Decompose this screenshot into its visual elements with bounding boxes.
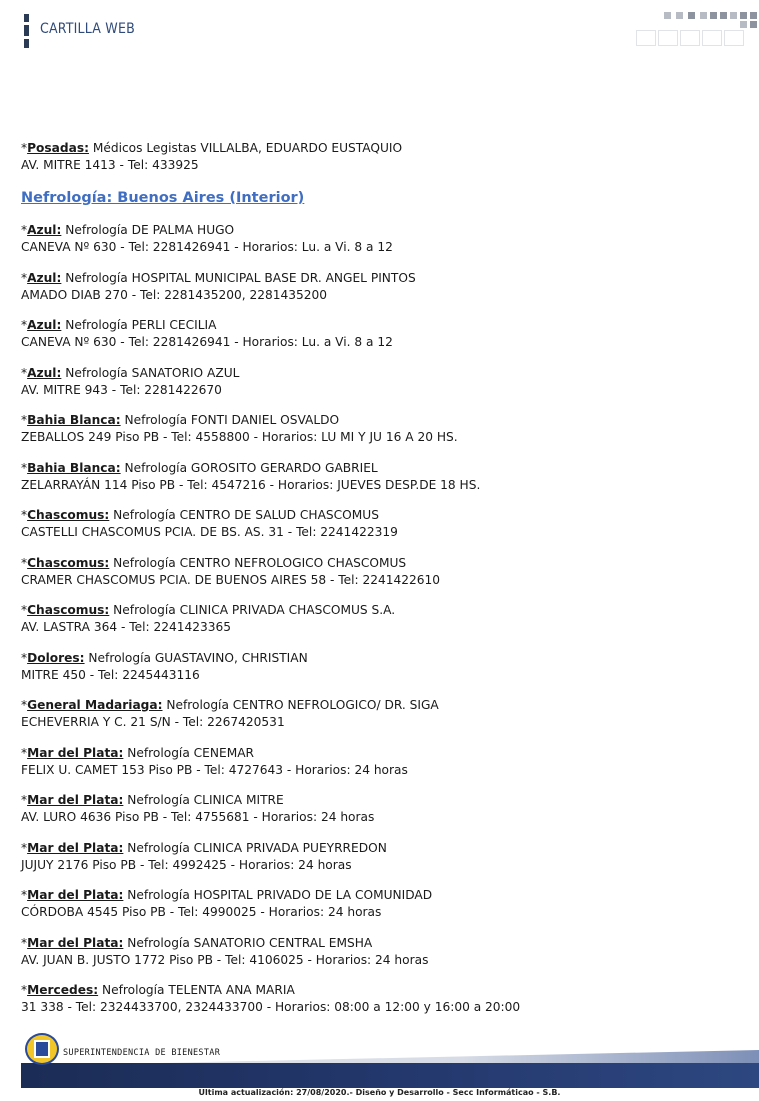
list-item: *Chascomus: Nefrología CENTRO DE SALUD CHASCOMUS CASTELLI CHASCOMUS PCIA. DE BS. AS. 31 - Tel: 2241422319 bbox=[21, 507, 741, 541]
entry-city: Dolores: bbox=[27, 650, 85, 665]
list-item: *Posadas: Médicos Legistas VILLALBA, EDUARDO EUSTAQUIO AV. MITRE 1413 - Tel: 433925 bbox=[21, 140, 741, 174]
list-item: *Chascomus: Nefrología CLINICA PRIVADA CHASCOMUS S.A. AV. LASTRA 364 - Tel: 2241423365 bbox=[21, 602, 741, 636]
entry-address: CANEVA Nº 630 - Tel: 2281426941 - Horarios: Lu. a Vi. 8 a 12 bbox=[21, 240, 393, 254]
footer-band bbox=[21, 1063, 759, 1088]
footer-update-note: Ultima actualización: 27/08/2020.- Diseño y Desarrollo - Secc Informáticao - S.B. bbox=[198, 1088, 561, 1097]
entry-name: Nefrología GOROSITO GERARDO GABRIEL bbox=[124, 460, 378, 475]
entry-city: Mercedes: bbox=[27, 983, 99, 997]
entry-address: ZEBALLOS 249 Piso PB - Tel: 4558800 - Horarios: LU MI Y JU 16 A 20 HS. bbox=[21, 430, 458, 444]
entry-city: Bahia Blanca: bbox=[27, 460, 121, 475]
entry-address: AV. MITRE 943 - Tel: 2281422670 bbox=[21, 382, 222, 397]
entry-name: Nefrología CLINICA MITRE bbox=[127, 793, 284, 807]
entry-address: AV. LURO 4636 Piso PB - Tel: 4755681 - Horarios: 24 horas bbox=[21, 810, 375, 824]
entry-name: Nefrología HOSPITAL PRIVADO DE LA COMUNIDAD bbox=[127, 888, 433, 902]
list-item: *Chascomus: Nefrología CENTRO NEFROLOGICO CHASCOMUS CRAMER CHASCOMUS PCIA. DE BUENOS AIRES 58 - Tel: 2241422610 bbox=[21, 555, 741, 589]
entry-address: AV. LASTRA 364 - Tel: 2241423365 bbox=[21, 620, 232, 634]
shield-logo-icon bbox=[25, 1033, 59, 1065]
entry-address: FELIX U. CAMET 153 Piso PB - Tel: 4727643 - Horarios: 24 horas bbox=[21, 762, 408, 777]
entry-city: Azul: bbox=[27, 365, 62, 380]
list-item: *Azul: Nefrología DE PALMA HUGO CANEVA Nº 630 - Tel: 2281426941 - Horarios: Lu. a Vi. 8 a 12 bbox=[21, 222, 741, 256]
entry-name: Nefrología HOSPITAL MUNICIPAL BASE DR. ANGEL PINTOS bbox=[65, 270, 416, 285]
list-item: *Mar del Plata: Nefrología HOSPITAL PRIVADO DE LA COMUNIDAD CÓRDOBA 4545 Piso PB - Tel: 4990025 - Horarios: 24 horas bbox=[21, 887, 741, 921]
entry-address: AV. JUAN B. JUSTO 1772 Piso PB - Tel: 4106025 - Horarios: 24 horas bbox=[21, 952, 429, 967]
entry-city: Azul: bbox=[27, 223, 62, 237]
list-item: *Mercedes: Nefrología TELENTA ANA MARIA 31 338 - Tel: 2324433700, 2324433700 - Horarios: 08:00 a 12:00 y 16:00 a 20:00 bbox=[21, 982, 741, 1016]
entry-city: Mar del Plata: bbox=[27, 935, 124, 950]
entry-address: ECHEVERRIA Y C. 21 S/N - Tel: 2267420531 bbox=[21, 715, 285, 729]
entry-name: Nefrología TELENTA ANA MARIA bbox=[101, 983, 295, 997]
header-squares-decoration bbox=[634, 10, 759, 48]
entry-name: Nefrología CENEMAR bbox=[127, 745, 255, 760]
entry-address: ZELARRAYÁN 114 Piso PB - Tel: 4547216 - Horarios: JUEVES DESP.DE 18 HS. bbox=[21, 477, 481, 492]
list-item: *Bahia Blanca: Nefrología GOROSITO GERARDO GABRIEL ZELARRAYÁN 114 Piso PB - Tel: 4547216 - Horarios: JUEVES DESP.DE 18 HS. bbox=[21, 460, 741, 494]
entry-name: Nefrología SANATORIO CENTRAL EMSHA bbox=[127, 935, 373, 950]
entry-city: Chascomus: bbox=[27, 508, 110, 522]
entry-name: Médicos Legistas VILLALBA, EDUARDO EUSTAQUIO bbox=[92, 141, 403, 155]
list-item: *Azul: Nefrología SANATORIO AZUL AV. MITRE 943 - Tel: 2281422670 bbox=[21, 365, 741, 399]
entry-name: Nefrología PERLI CECILIA bbox=[65, 318, 217, 332]
entry-name: Nefrología CENTRO NEFROLOGICO/ DR. SIGA bbox=[166, 698, 439, 712]
header-title: CARTILLA WEB bbox=[40, 21, 135, 37]
footer-org-name: SUPERINTENDENCIA DE BIENESTAR bbox=[63, 1048, 221, 1058]
section-title[interactable]: Nefrología: Buenos Aires (Interior) bbox=[21, 190, 305, 206]
list-item: *General Madariaga: Nefrología CENTRO NEFROLOGICO/ DR. SIGA ECHEVERRIA Y C. 21 S/N - Tel: 2267420531 bbox=[21, 697, 741, 731]
page-footer bbox=[21, 1030, 759, 1088]
entry-city: General Madariaga: bbox=[27, 698, 163, 712]
entry-city: Mar del Plata: bbox=[27, 793, 124, 807]
list-item: *Mar del Plata: Nefrología CLINICA MITRE AV. LURO 4636 Piso PB - Tel: 4755681 - Horarios: 24 horas bbox=[21, 792, 741, 826]
list-item: *Mar del Plata: Nefrología CLINICA PRIVADA PUEYRREDON JUJUY 2176 Piso PB - Tel: 4992425 - Horarios: 24 horas bbox=[21, 840, 741, 874]
list-item: *Azul: Nefrología PERLI CECILIA CANEVA Nº 630 - Tel: 2281426941 - Horarios: Lu. a Vi. 8 a 12 bbox=[21, 317, 741, 351]
entry-name: Nefrología FONTI DANIEL OSVALDO bbox=[124, 413, 340, 427]
entry-address: 31 338 - Tel: 2324433700, 2324433700 - Horarios: 08:00 a 12:00 y 16:00 a 20:00 bbox=[21, 1000, 521, 1014]
entry-address: AMADO DIAB 270 - Tel: 2281435200, 2281435200 bbox=[21, 287, 328, 302]
entry-name: Nefrología CLINICA PRIVADA PUEYRREDON bbox=[127, 840, 387, 855]
entry-address: CRAMER CHASCOMUS PCIA. DE BUENOS AIRES 58 - Tel: 2241422610 bbox=[21, 572, 441, 587]
entry-city: Chascomus: bbox=[27, 603, 110, 617]
entry-city: Azul: bbox=[27, 318, 62, 332]
page-header bbox=[0, 0, 759, 62]
entry-name: Nefrología GUASTAVINO, CHRISTIAN bbox=[88, 650, 308, 665]
entry-name: Nefrología CENTRO NEFROLOGICO CHASCOMUS bbox=[113, 555, 407, 570]
entry-address: CASTELLI CHASCOMUS PCIA. DE BS. AS. 31 - Tel: 2241422319 bbox=[21, 525, 398, 539]
entry-address: AV. MITRE 1413 - Tel: 433925 bbox=[21, 158, 199, 172]
entry-city: Posadas: bbox=[27, 141, 89, 155]
entry-address: JUJUY 2176 Piso PB - Tel: 4992425 - Horarios: 24 horas bbox=[21, 857, 352, 872]
entry-name: Nefrología DE PALMA HUGO bbox=[65, 223, 235, 237]
entry-name: Nefrología CENTRO DE SALUD CHASCOMUS bbox=[113, 508, 379, 522]
entry-name: Nefrología CLINICA PRIVADA CHASCOMUS S.A. bbox=[113, 603, 396, 617]
entry-city: Mar del Plata: bbox=[27, 745, 124, 760]
list-item: *Mar del Plata: Nefrología CENEMAR FELIX U. CAMET 153 Piso PB - Tel: 4727643 - Horarios: 24 horas bbox=[21, 745, 741, 779]
entry-city: Bahia Blanca: bbox=[27, 413, 121, 427]
directory-content bbox=[21, 140, 741, 1030]
entry-city: Mar del Plata: bbox=[27, 840, 124, 855]
list-item: *Mar del Plata: Nefrología SANATORIO CENTRAL EMSHA AV. JUAN B. JUSTO 1772 Piso PB - Tel: 4106025 - Horarios: 24 horas bbox=[21, 935, 741, 969]
list-item: *Azul: Nefrología HOSPITAL MUNICIPAL BASE DR. ANGEL PINTOS AMADO DIAB 270 - Tel: 2281435200, 2281435200 bbox=[21, 270, 741, 304]
entry-address: CANEVA Nº 630 - Tel: 2281426941 - Horarios: Lu. a Vi. 8 a 12 bbox=[21, 335, 393, 349]
entry-address: CÓRDOBA 4545 Piso PB - Tel: 4990025 - Horarios: 24 horas bbox=[21, 905, 382, 919]
entry-list bbox=[21, 222, 741, 1016]
entry-city: Azul: bbox=[27, 270, 62, 285]
list-item: *Dolores: Nefrología GUASTAVINO, CHRISTIAN MITRE 450 - Tel: 2245443116 bbox=[21, 650, 741, 684]
entry-city: Chascomus: bbox=[27, 555, 110, 570]
entry-city: Mar del Plata: bbox=[27, 888, 124, 902]
list-item: *Bahia Blanca: Nefrología FONTI DANIEL OSVALDO ZEBALLOS 249 Piso PB - Tel: 4558800 - Horarios: LU MI Y JU 16 A 20 HS. bbox=[21, 412, 741, 446]
header-bar-icon bbox=[24, 14, 29, 48]
entry-address: MITRE 450 - Tel: 2245443116 bbox=[21, 667, 200, 682]
entry-name: Nefrología SANATORIO AZUL bbox=[65, 365, 240, 380]
